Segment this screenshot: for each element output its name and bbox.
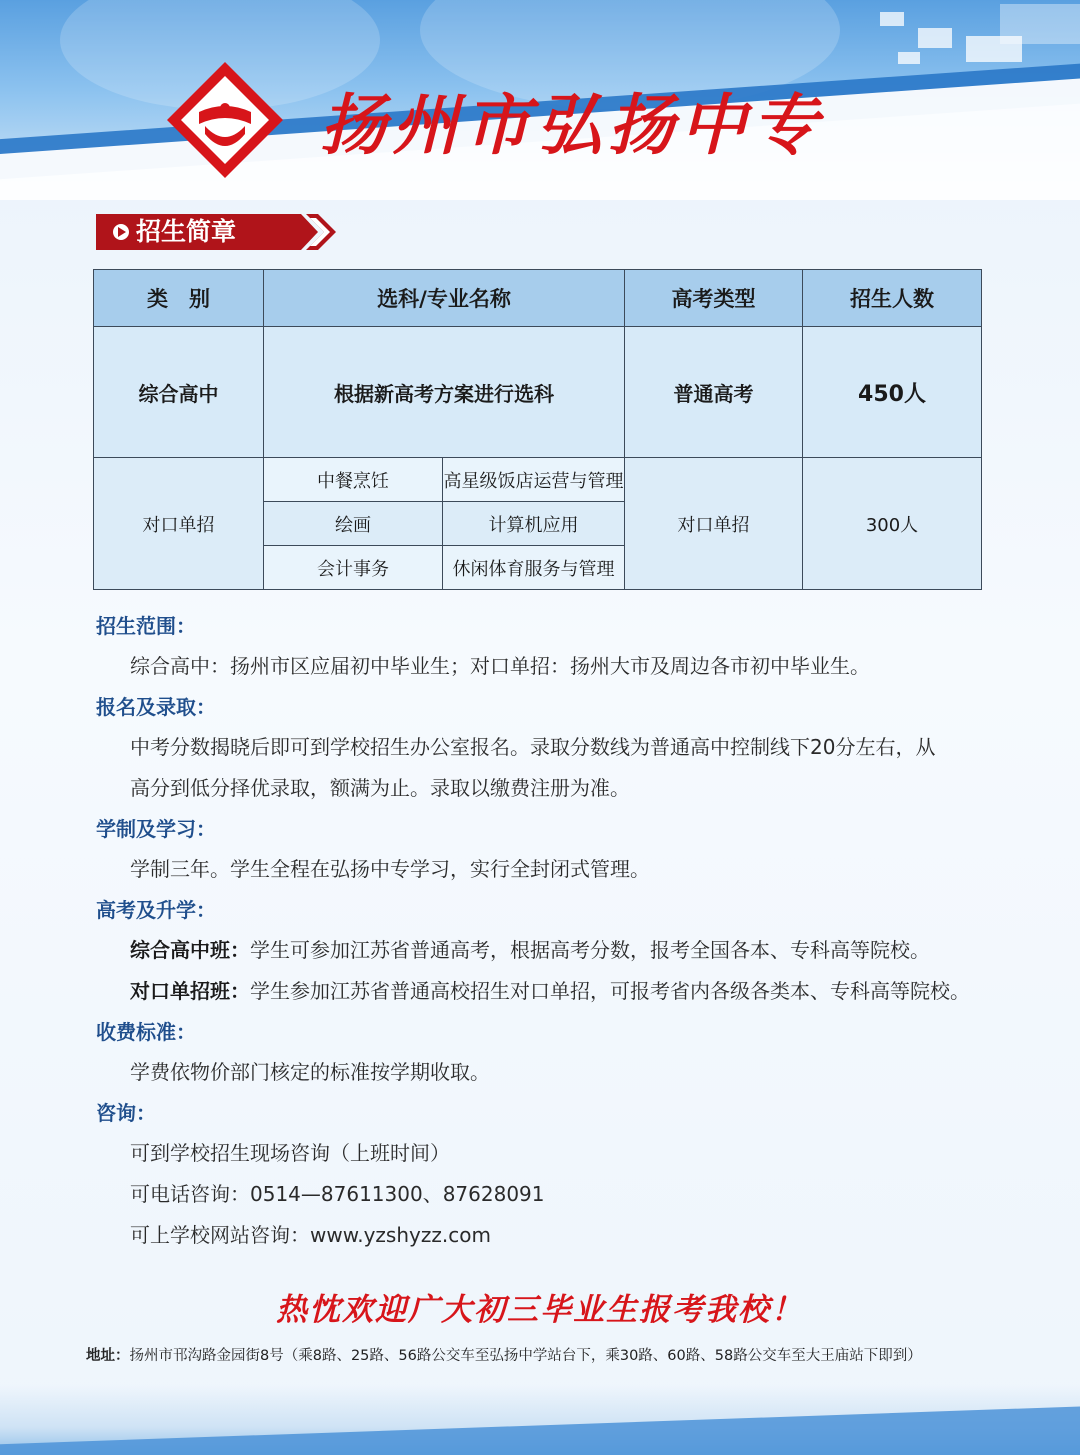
school-emblem-icon	[165, 60, 285, 180]
header-category: 类 别	[94, 270, 264, 327]
school-name-title: 扬州市弘扬中专	[320, 86, 824, 164]
welcome-slogan: 热忱欢迎广大初三毕业生报考我校！	[276, 1292, 804, 1328]
cell-quota: 450人	[803, 327, 982, 458]
consult-website: 可上学校网站咨询：www.yzshyzz.com	[130, 1223, 491, 1247]
study-text: 学制三年。学生全程在弘扬中专学习，实行全封闭式管理。	[130, 857, 650, 881]
cell-major: 高星级饭店运营与管理	[443, 458, 625, 502]
cell-category: 综合高中	[94, 327, 264, 458]
table-row	[94, 458, 982, 502]
scope-text: 综合高中：扬州市区应届初中毕业生；对口单招：扬州大市及周边各市初中毕业生。	[130, 654, 870, 678]
cell-major: 计算机应用	[443, 502, 625, 546]
section-tag	[96, 214, 336, 250]
address-line	[86, 1344, 1046, 1365]
decor-square	[918, 28, 952, 48]
exam-vocational-label: 对口单招班：	[130, 979, 250, 1003]
footer-banner	[0, 1385, 1080, 1455]
exam-vocational-text: 学生参加江苏省普通高校招生对口单招，可报考省内各级各类本、专科高等院校。	[250, 979, 970, 1003]
study-title: 学制及学习：	[96, 817, 216, 841]
consult-phone: 可电话咨询：0514—87611300、87628091	[130, 1182, 545, 1206]
header-subject: 选科/专业名称	[264, 270, 625, 327]
header-quota: 招生人数	[803, 270, 982, 327]
cell-quota: 300人	[803, 458, 982, 590]
decor-square	[880, 12, 904, 26]
consult-onsite: 可到学校招生现场咨询（上班时间）	[130, 1141, 450, 1165]
decor-square	[1000, 4, 1080, 44]
enroll-text-2: 高分到低分择优录取，额满为止。录取以缴费注册为准。	[130, 776, 630, 800]
footer-stripe	[0, 1405, 1080, 1455]
exam-title: 高考及升学：	[96, 898, 216, 922]
header-exam-type: 高考类型	[625, 270, 803, 327]
table-header-row	[94, 270, 982, 327]
exam-general	[96, 930, 996, 971]
address-text: 扬州市邗沟路金园街8号（乘8路、25路、56路公交车至弘扬中学站台下，乘30路、60路、58路公交车至大王庙站下即到）	[129, 1348, 922, 1364]
fees-text: 学费依物价部门核定的标准按学期收取。	[130, 1060, 490, 1084]
decor-square	[898, 52, 920, 64]
brochure-content	[96, 606, 996, 1256]
cell-major: 中餐烹饪	[264, 458, 443, 502]
consult-title: 咨询：	[96, 1101, 156, 1125]
scope-title: 招生范围：	[96, 614, 196, 638]
address-label: 地址：	[86, 1348, 130, 1364]
admission-table	[93, 269, 982, 590]
cell-exam-type: 对口单招	[625, 458, 803, 590]
cell-major: 休闲体育服务与管理	[443, 546, 625, 590]
fees-title: 收费标准：	[96, 1020, 196, 1044]
cell-subject: 根据新高考方案进行选科	[264, 327, 625, 458]
exam-vocational	[96, 971, 996, 1012]
enroll-title: 报名及录取：	[96, 695, 216, 719]
table-row	[94, 327, 982, 458]
cell-major: 绘画	[264, 502, 443, 546]
cell-exam-type: 普通高考	[625, 327, 803, 458]
exam-general-label: 综合高中班：	[130, 938, 250, 962]
cell-category: 对口单招	[94, 458, 264, 590]
enroll-text-1: 中考分数揭晓后即可到学校招生办公室报名。录取分数线为普通高中控制线下20分左右，从	[130, 735, 936, 759]
section-tag-label: 招生简章	[136, 217, 237, 246]
exam-general-text: 学生可参加江苏省普通高考，根据高考分数，报考全国各本、专科高等院校。	[250, 938, 930, 962]
cell-major: 会计事务	[264, 546, 443, 590]
